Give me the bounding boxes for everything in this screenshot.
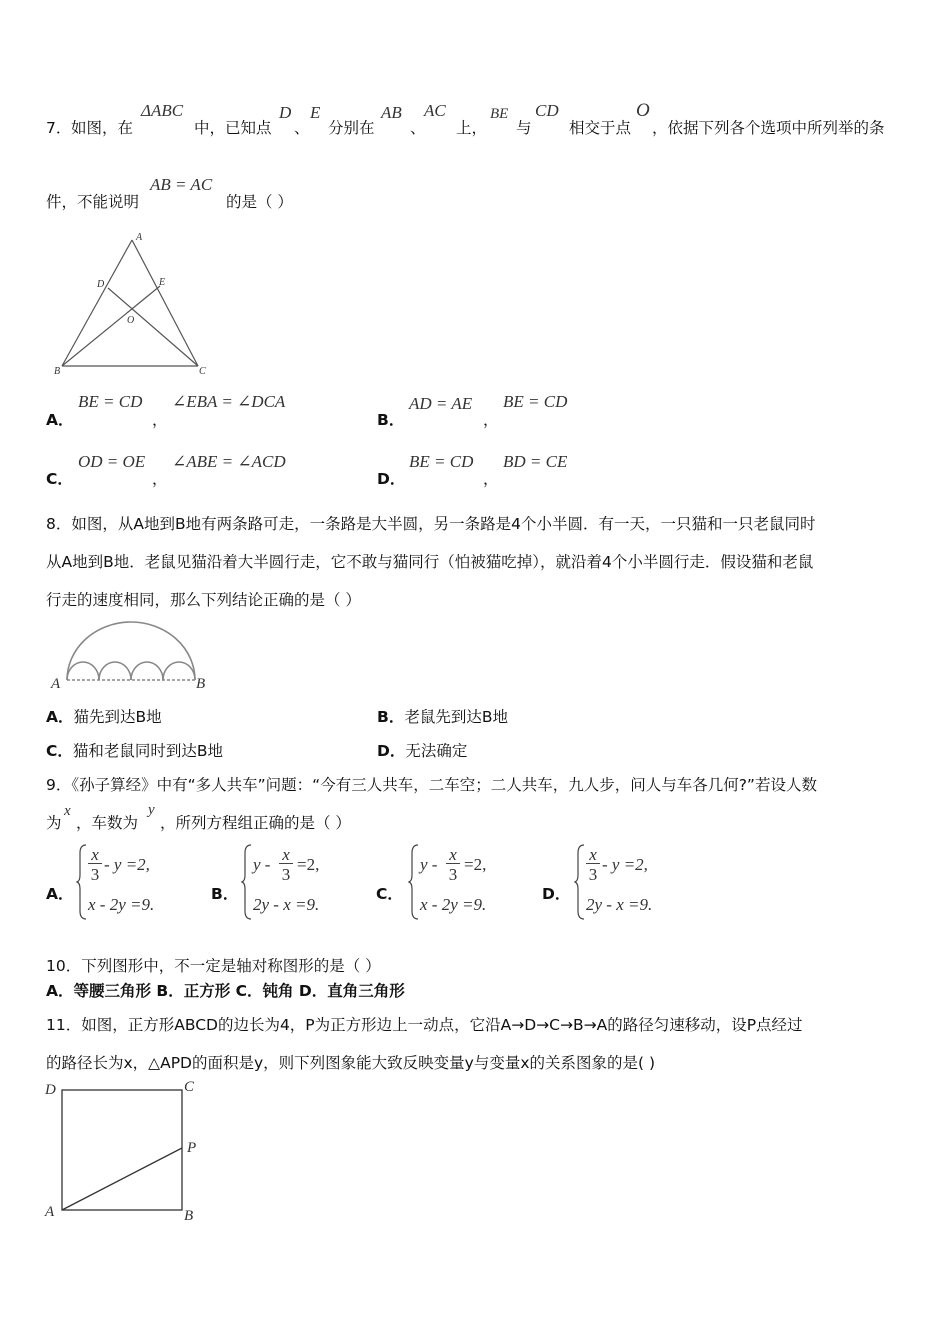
q8-option-d[interactable]: D．无法确定 xyxy=(377,742,468,760)
q7-option-b-label[interactable]: B． xyxy=(377,411,405,429)
q9-a-row-2: x - 2y =9. xyxy=(88,895,155,914)
q11-fig-label-p: P xyxy=(187,1140,197,1156)
q9-d-row-2: 2y - x =9. xyxy=(586,895,653,914)
q7-text-4: 上， xyxy=(456,119,488,137)
q7-option-c-expr-2: ∠ABE = ∠ACD xyxy=(172,452,286,471)
q8-option-a[interactable]: A．猫先到达B地 xyxy=(46,708,162,726)
q8-line-3: 行走的速度相同，那么下列结论正确的是（ ） xyxy=(46,591,361,609)
q9-b-frac-bar xyxy=(279,863,293,864)
q9-option-a-label[interactable]: A． xyxy=(46,885,74,903)
q9-math-y: y xyxy=(148,802,155,818)
q9-d-frac-bar xyxy=(586,863,600,864)
q7-option-a-sep: ， xyxy=(152,411,168,429)
q11-line-2: 的路径长为x，△APD的面积是y，则下列图象能大致反映变量y与变量x的关系图象的是( ) xyxy=(46,1054,656,1072)
q7-text-2: 中，已知点 xyxy=(194,119,272,137)
q7-triangle-figure xyxy=(50,228,220,378)
q8-line-1: 8．如图，从A地到B地有两条路可走，一条路是大半圆，另一条路是4个小半圆．有一天，一只猫和一只老鼠同时 xyxy=(46,515,816,533)
q7-math-ab-ac: AB = AC xyxy=(150,175,213,194)
q9-d-frac-num: x xyxy=(589,845,597,864)
q9-b-frac-num: x xyxy=(282,845,290,864)
q11-fig-label-d: D xyxy=(45,1082,56,1098)
q7-fig-label-a: A xyxy=(136,232,143,243)
q11-fig-label-a: A xyxy=(45,1204,55,1220)
q7-math-abc: ΔABC xyxy=(141,101,184,120)
q7-sep-2: 、 xyxy=(410,119,426,137)
q9-line-2-a: 为 xyxy=(46,814,62,832)
q7-option-d-label[interactable]: D． xyxy=(377,470,406,488)
q7-option-b-sep: ， xyxy=(483,411,499,429)
q8-option-c[interactable]: C．猫和老鼠同时到达B地 xyxy=(46,742,224,760)
q8-option-b[interactable]: B．老鼠先到达B地 xyxy=(377,708,508,726)
q9-b-row-1-post: =2, xyxy=(297,855,320,874)
q11-line-1: 11．如图，正方形ABCD的边长为4，P为正方形边上一动点，它沿A→D→C→B→A的路径匀速移动，设P点经过 xyxy=(46,1016,803,1034)
q9-c-row-1-pre: y - xyxy=(420,855,438,874)
q9-a-frac-bar xyxy=(88,863,102,864)
q7-option-b-expr-2: BE = CD xyxy=(503,392,568,411)
q7-number: 7． xyxy=(46,119,72,137)
q9-c-row-2: x - 2y =9. xyxy=(420,895,487,914)
q9-a-row-1: - y =2, xyxy=(104,855,150,874)
q7-option-d-sep: ， xyxy=(483,470,499,488)
q9-c-frac-num: x xyxy=(449,845,457,864)
q7-option-c-sep: ， xyxy=(152,470,168,488)
q7-text-5: 与 xyxy=(516,119,532,137)
q9-option-d-label[interactable]: D． xyxy=(542,885,571,903)
q9-math-x: x xyxy=(64,803,71,819)
q9-c-frac-den: 3 xyxy=(448,865,458,884)
q9-c-frac-bar xyxy=(446,863,460,864)
q7-option-d-expr-1: BE = CD xyxy=(409,452,474,471)
q9-option-b-label[interactable]: B． xyxy=(211,885,239,903)
q7-option-b-expr-1: AD = AE xyxy=(409,394,473,413)
brace-icon xyxy=(76,843,88,921)
q9-c-row-1-post: =2, xyxy=(464,855,487,874)
q8-line-2: 从A地到B地．老鼠见猫沿着大半圆行走，它不敢与猫同行（怕被猫吃掉），就沿着4个小半圆行走．假设猫和老鼠 xyxy=(46,553,814,571)
q7-math-d: D xyxy=(279,103,292,122)
q7-text-7: ，依据下列各个选项中所列举的条 xyxy=(652,119,885,137)
q9-line-2-c: ，所列方程组正确的是（ ） xyxy=(160,814,351,832)
q7-line2-a: 件，不能说明 xyxy=(46,193,140,211)
q9-a-frac-num: x xyxy=(91,845,99,864)
q9-b-row-1-pre: y - xyxy=(253,855,271,874)
q9-b-row-2: 2y - x =9. xyxy=(253,895,320,914)
q7-fig-label-b: B xyxy=(54,366,61,377)
q9-a-frac-den: 3 xyxy=(90,865,100,884)
q7-math-o: O xyxy=(636,100,650,121)
q7-math-cd: CD xyxy=(535,101,559,120)
q9-line-1: 9．《孙子算经》中有“多人共车”问题：“今有三人共车，二车空；二人共车，九人步，问人与车各几何?”若设人数 xyxy=(46,776,817,794)
brace-icon xyxy=(241,843,253,921)
q7-math-ab: AB xyxy=(381,103,402,122)
q11-square-figure xyxy=(40,1072,210,1227)
q7-option-a-label[interactable]: A． xyxy=(46,411,74,429)
brace-icon xyxy=(408,843,420,921)
q7-math-ac: AC xyxy=(424,101,446,120)
q7-fig-label-o: O xyxy=(127,315,135,326)
q7-line2-b: 的是（ ） xyxy=(226,193,293,211)
q9-b-frac-den: 3 xyxy=(281,865,291,884)
q8-fig-label-b: B xyxy=(196,676,206,692)
q7-option-d-expr-2: BD = CE xyxy=(503,452,568,471)
q7-text-3: 分别在 xyxy=(328,119,375,137)
q9-option-c-label[interactable]: C． xyxy=(376,885,403,903)
q10-options[interactable]: A．等腰三角形 B．正方形 C．钝角 D．直角三角形 xyxy=(46,982,405,1000)
q8-semicircle-figure xyxy=(46,614,218,694)
q7-fig-label-c: C xyxy=(199,366,206,377)
q7-fig-label-e: E xyxy=(159,277,166,288)
q9-d-frac-den: 3 xyxy=(588,865,598,884)
q8-fig-label-a: A xyxy=(51,676,61,692)
q7-text-1: 如图，在 xyxy=(71,119,134,137)
q9-line-2-b: ，车数为 xyxy=(76,814,139,832)
q7-sep-1: 、 xyxy=(294,119,310,137)
q10-line-1: 10．下列图形中，不一定是轴对称图形的是（ ） xyxy=(46,957,381,975)
q7-option-a-expr-2: ∠EBA = ∠DCA xyxy=(172,392,286,411)
q7-option-c-expr-1: OD = OE xyxy=(78,452,146,471)
q11-fig-label-c: C xyxy=(184,1079,195,1095)
brace-icon xyxy=(574,843,586,921)
q11-fig-label-b: B xyxy=(184,1208,194,1224)
q7-text-6: 相交于点 xyxy=(569,119,632,137)
q7-option-a-expr-1: BE = CD xyxy=(78,392,143,411)
q9-d-row-1: - y =2, xyxy=(602,855,648,874)
q7-option-c-label[interactable]: C． xyxy=(46,470,73,488)
q7-fig-label-d: D xyxy=(97,279,105,290)
q7-math-be: BE xyxy=(490,106,509,122)
q7-math-e: E xyxy=(310,103,321,122)
